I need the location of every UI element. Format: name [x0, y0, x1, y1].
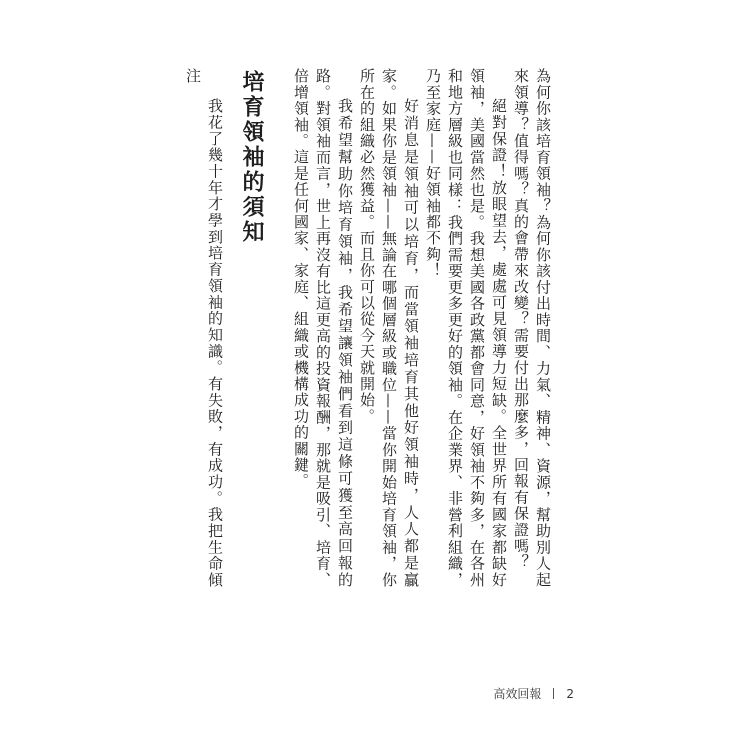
section-paragraph: 我花了幾十年才學到培育領袖的知識。有失敗，有成功。我把生命傾注 [184, 68, 224, 588]
footer-divider [553, 688, 554, 699]
section-spacer-small [226, 68, 236, 588]
page-footer [493, 685, 574, 702]
body-paragraph-3: 好消息是領袖可以培育，而當領袖培育其他好領袖時，人人都是贏家。如果你是領袖——無論在哪個層級或職位——當你開始培育領袖，你所在的組織必然獲益。而且你可以從今天就開始。 [358, 68, 420, 588]
vertical-text-block [182, 68, 554, 588]
section-heading: 培育領袖的須知 [239, 70, 264, 245]
section-spacer [266, 68, 290, 588]
body-paragraph-2: 絕對保證！放眼望去，處處可見領導力短缺。全世界所有國家都缺好領袖，美國當然也是。我想美國各政黨都會同意，好領袖不夠多，在各州和地方層級也同樣：我們需要更多更好的領袖。在企業界、非營利組織，乃至家庭——好領袖都不夠！ [424, 68, 508, 588]
page-number: 2 [566, 686, 574, 701]
running-title: 高效回報 [493, 687, 542, 701]
body-paragraph-4: 我希望幫助你培育領袖，我希望讓領袖們看到這條可獲至高回報的路。對領袖而言，世上再沒有比這更高的投資報酬，那就是吸引、培育、倍增領袖。這是任何國家、家庭、組織或機構成功的關鍵。 [292, 68, 354, 588]
body-paragraph-1: 為何你該培育領袖？為何你該付出時間、力氣、精神、資源，幫助別人起來領導？值得嗎？真的會帶來改變？需要付出那麼多，回報有保證嗎？ [512, 68, 552, 588]
